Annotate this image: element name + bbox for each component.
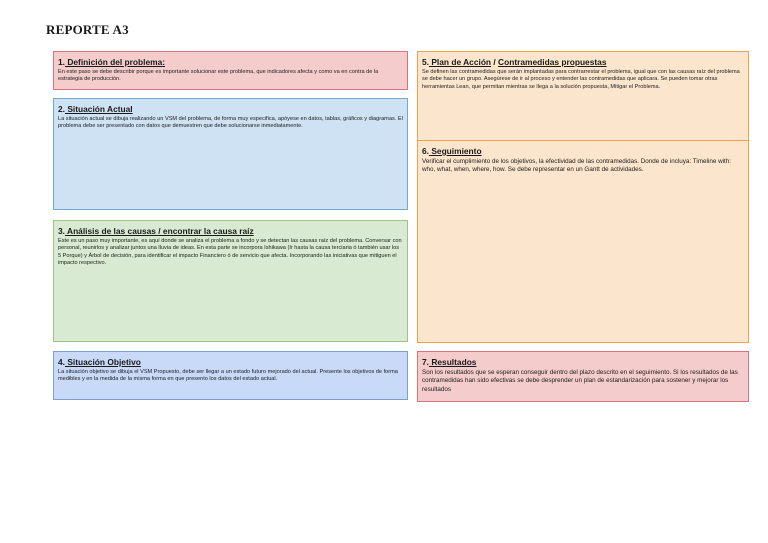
section-title: Plan de Acción xyxy=(429,57,492,67)
section-problem-definition xyxy=(53,51,408,90)
section-text: La situación actual se dibuja realizando un VSM del problema, de forma muy especifica, apóyese en datos, tablas, gráficos y diagramas. El problema debe ser presentado con datos que demuestren que debe solucionarse inmediatamente. xyxy=(58,116,403,130)
section-heading: 4. Situación Objetivo xyxy=(58,357,141,367)
page-title: REPORTE A3 xyxy=(46,22,129,37)
section-title: Seguimiento xyxy=(429,146,482,156)
section-current-situation xyxy=(53,98,408,210)
section-heading: 2. Situación Actual xyxy=(58,104,133,114)
section-heading: 6. Seguimiento xyxy=(422,146,482,156)
section-text: Verificar el cumplimiento de los objetivos, la efectividad de las contramedidas. Donde de incluya: Timeline with: who, what, when, where, how. Se debe representar en un Gantt de actividades. xyxy=(422,158,732,174)
section-title: Análisis de las causas / encontrar la causa raíz xyxy=(65,226,254,236)
section-heading: 1. Definición del problema: xyxy=(58,57,166,67)
section-title: Situación Actual xyxy=(65,104,133,114)
section-text: La situación objetivo se dibuja el VSM Propuesto, debe ser llegar a un estado futuro mejorado del actual. Presente los objetivos de forma medibles y en la medida de la misma forma en que presento los datos del estado actual. xyxy=(58,369,398,383)
section-target-situation xyxy=(53,351,408,400)
section-heading: 5. Plan de Acción / Contramedidas propuestas xyxy=(422,57,607,67)
section-title: Situación Objetivo xyxy=(65,357,141,367)
section-title: Definición del problema: xyxy=(65,57,166,67)
section-root-cause-analysis xyxy=(53,220,408,342)
section-results xyxy=(417,351,749,402)
section-action-plan xyxy=(417,51,749,141)
section-title: Resultados xyxy=(429,357,477,367)
section-text: Son los resultados que se esperan conseguir dentro del plazo descrito en el seguimiento. Si los resultados de las contramedidas han sido efectivas se debe desprender un plan de estandarización para sostener y mejorar los resultados xyxy=(422,369,738,393)
section-heading: 3. Análisis de las causas / encontrar la causa raíz xyxy=(58,226,254,236)
section-text: Se definen las contramedidas que serán implantadas para contrarrestar el problema, igual que con las causas raíz del problema se debe hacer un grupo. Asegúrese de ir al proceso y entender las contramedidas que aplicara. Se pueden tomar otras herramientas Lean, que permitan mientras se llega a la solución propuesta, Mitigar el Problema. xyxy=(422,69,740,90)
section-heading: 7. Resultados xyxy=(422,357,477,367)
section-text: En este paso se debe describir porque es importante solucionar este problema, que indicadores afecta y como va en contra de la estrategia de producción. xyxy=(58,69,379,83)
section-title-secondary: Contramedidas propuestas xyxy=(498,57,607,67)
section-text: Este es un paso muy importante, es aquí donde se analiza el problema a fondo y se detectan las causas raíz del problema. Conversar con personal, reunirlos y analizar juntos una lluvia de ideas. En esta parte se incorpora Ishikawa (Ir hasta la causa terciaria ó también usar los 5 Porque) y Árbol de decisión, para identificar el impacto Financiero ó de servicio que afecta. Incorporando las iniciativas que mitiguen el impacto respectivo. xyxy=(58,238,402,267)
section-follow-up xyxy=(417,141,749,343)
